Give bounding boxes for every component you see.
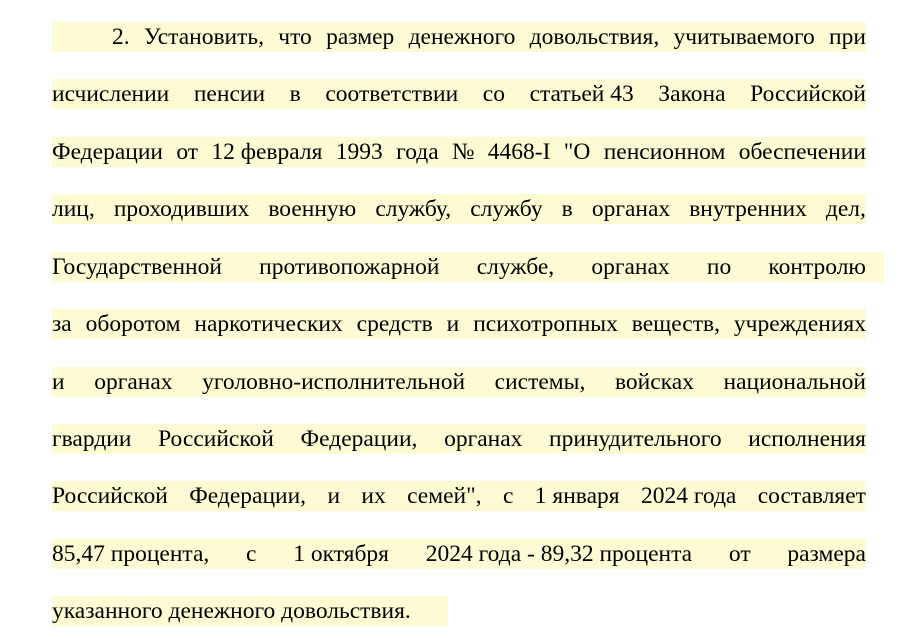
word: уголовно-исполнительной — [202, 369, 466, 395]
word: службу, — [375, 196, 452, 222]
word: 1993 — [335, 139, 383, 165]
word: лиц, — [52, 196, 95, 222]
word: от — [728, 541, 751, 567]
paragraph-line-8 — [52, 424, 866, 454]
word: контролю — [768, 254, 866, 280]
word: при — [829, 24, 866, 50]
word: статьей 43 — [529, 81, 634, 107]
word: службе, — [476, 254, 555, 280]
word: службу — [470, 196, 543, 222]
word: веществ, — [631, 311, 720, 337]
paragraph-line-2 — [52, 79, 866, 109]
word: оборотом — [85, 311, 181, 337]
word: Российской — [158, 426, 274, 452]
highlight — [52, 596, 448, 626]
word: 2024 года - 89,32 процента — [425, 541, 693, 567]
word: психотропных — [473, 311, 618, 337]
word: учреждениях — [733, 311, 866, 337]
word: учитываемого — [673, 24, 815, 50]
highlight — [52, 22, 866, 52]
paragraph-line-7 — [52, 367, 866, 397]
word: Федерации, — [189, 483, 307, 509]
word: 1 октября — [293, 541, 389, 567]
word: № — [452, 139, 475, 165]
highlight — [52, 79, 866, 109]
word: Федерации, — [300, 426, 418, 452]
word: 12 февраля — [211, 139, 323, 165]
word: соответствии — [325, 81, 459, 107]
paragraph-line-10 — [52, 539, 866, 569]
word: размер — [326, 24, 395, 50]
paragraph-line-9 — [52, 481, 866, 511]
word: в — [289, 81, 301, 107]
word: Федерации — [52, 139, 163, 165]
word: 85,47 процента, — [52, 541, 210, 567]
word: 4468-I — [487, 139, 551, 165]
highlight — [52, 424, 866, 454]
word: органах — [591, 254, 670, 280]
word: с — [502, 483, 514, 509]
word: что — [278, 24, 312, 50]
word: внутренних — [689, 196, 807, 222]
highlight — [52, 137, 866, 167]
word: 2024 года — [640, 483, 737, 509]
word: и — [327, 483, 341, 509]
word: составляет — [757, 483, 866, 509]
word: Закона — [658, 81, 726, 107]
word: и — [446, 311, 460, 337]
word: со — [482, 81, 505, 107]
word: наркотических — [194, 311, 343, 337]
word: системы, — [494, 369, 586, 395]
word: исполнения — [748, 426, 866, 452]
word: исчислении — [52, 81, 170, 107]
paragraph-line-6 — [52, 309, 866, 339]
word: года — [396, 139, 439, 165]
word: семей", — [407, 483, 482, 509]
word: проходивших — [113, 196, 250, 222]
word: за — [52, 311, 72, 337]
word: органах — [591, 196, 671, 222]
word: гвардии — [52, 426, 132, 452]
word: органах — [94, 369, 173, 395]
paragraph-line-11 — [52, 596, 448, 626]
word: с — [246, 541, 257, 567]
highlight — [52, 194, 866, 224]
word: дел, — [825, 196, 866, 222]
word: национальной — [723, 369, 866, 395]
word: по — [706, 254, 732, 280]
word: Государственной — [52, 254, 222, 280]
word: обеспечении — [738, 139, 866, 165]
highlight — [52, 481, 866, 511]
word: средств — [356, 311, 433, 337]
word: 2. — [112, 24, 130, 50]
word: пенсионном — [603, 139, 726, 165]
word: указанного денежного довольствия. — [52, 598, 411, 624]
word: их — [361, 483, 386, 509]
highlight — [52, 309, 866, 339]
word: противопожарной — [259, 254, 440, 280]
word: "О — [563, 139, 591, 165]
word: военную — [268, 196, 357, 222]
word: и — [52, 369, 65, 395]
highlight — [52, 252, 884, 282]
word: органах — [444, 426, 523, 452]
paragraph-line-4 — [52, 194, 866, 224]
word: денежного — [408, 24, 516, 50]
word: от — [176, 139, 199, 165]
word: размера — [787, 541, 866, 567]
paragraph-line-5 — [52, 252, 884, 282]
word: Российской — [52, 483, 168, 509]
word: довольствия, — [529, 24, 660, 50]
word: Установить, — [143, 24, 264, 50]
word: в — [561, 196, 573, 222]
word: Российской — [750, 81, 866, 107]
word: пенсии — [193, 81, 266, 107]
highlight — [52, 367, 866, 397]
word: войсках — [614, 369, 694, 395]
paragraph-line-1 — [52, 22, 866, 52]
paragraph-line-3 — [52, 137, 866, 167]
word: 1 января — [534, 483, 620, 509]
highlight — [52, 539, 866, 569]
word: принудительного — [549, 426, 722, 452]
